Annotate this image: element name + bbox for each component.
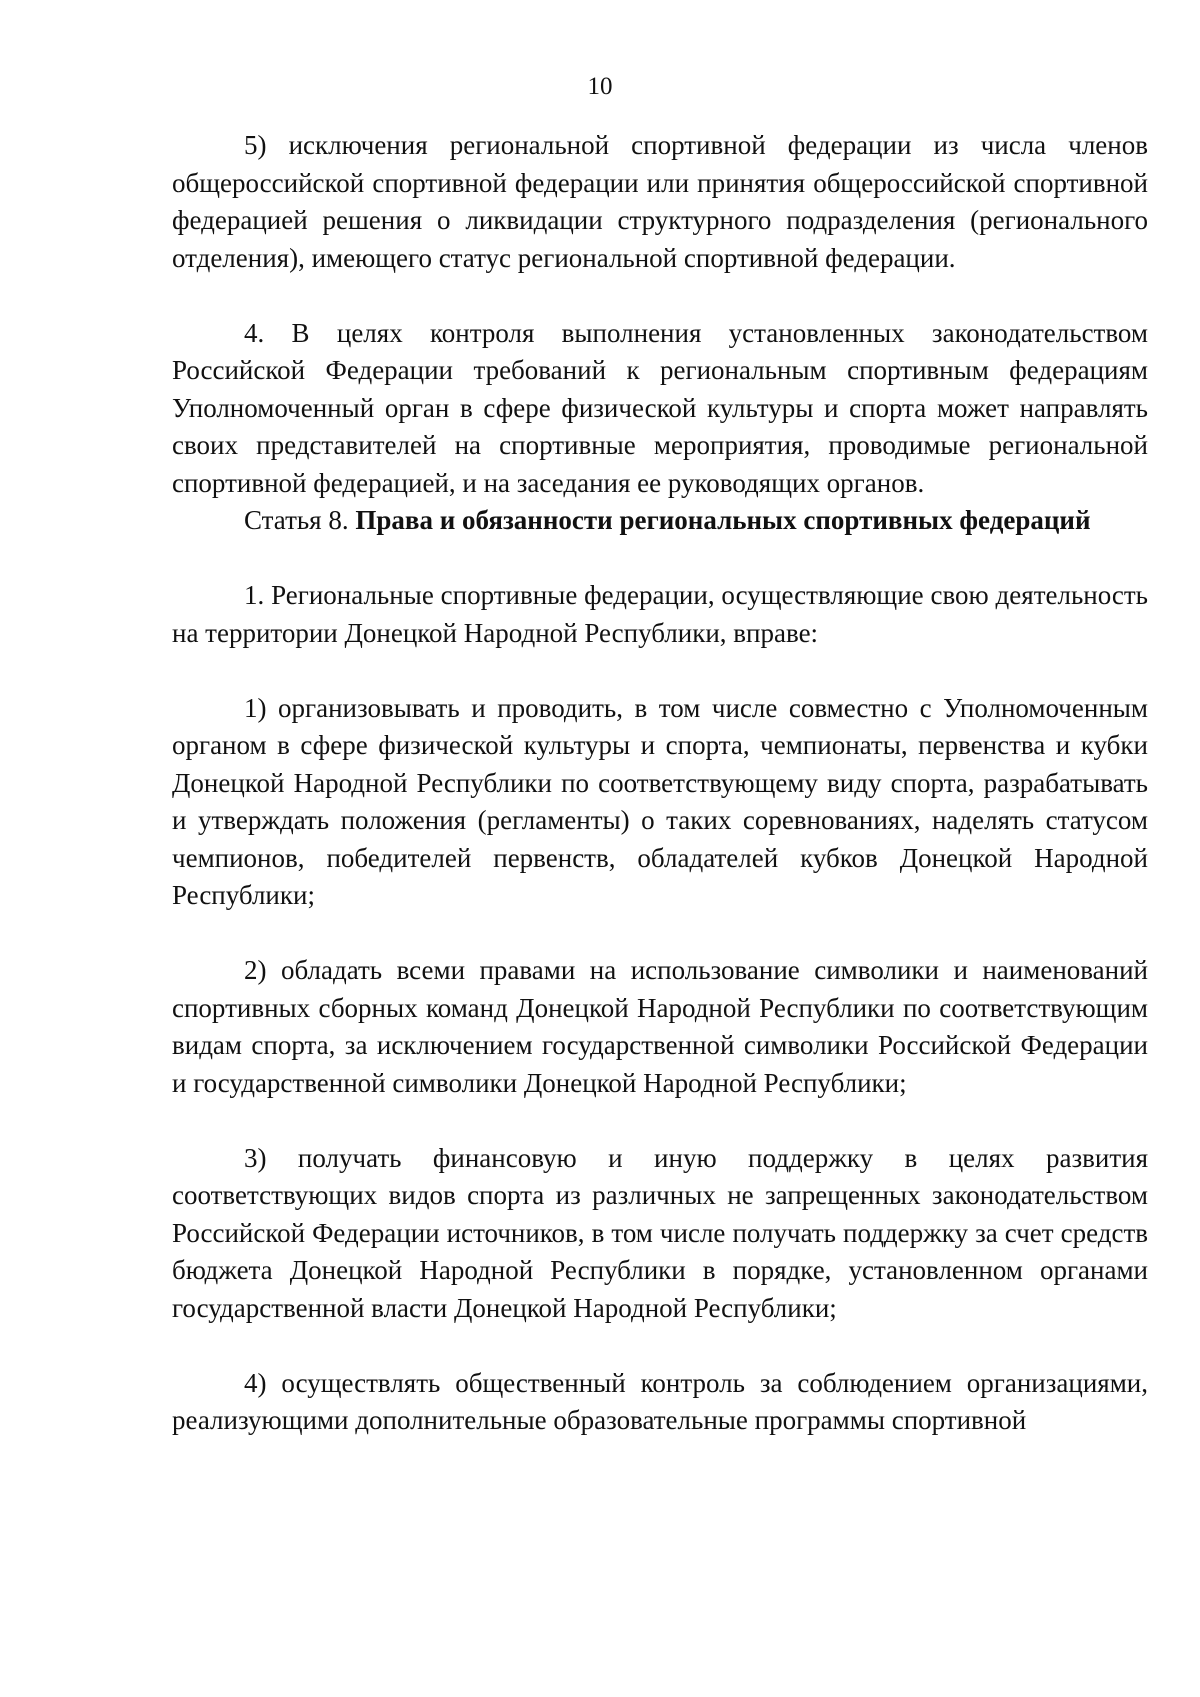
document-body	[172, 127, 1148, 1440]
list-item-4: 4) осуществлять общественный контроль за соблюдением организациями, реализующими дополнительные образовательные программы спортивной	[172, 1367, 1148, 1435]
list-item-1: 1) организовывать и проводить, в том числе совместно с Уполномоченным органом в сфере физической культуры и спорта, чемпионаты, первенства и кубки Донецкой Народной Республики по соответствующему виду спорта, разрабатывать и утверждать положения (регламенты) о таких соревнованиях, наделять статусом чемпионов, победителей первенств, обладателей кубков Донецкой Народной Республики;	[172, 692, 1148, 910]
list-item-2: 2) обладать всеми правами на использование символики и наименований спортивных сборных команд Донецкой Народной Республики по соответствующим видам спорта, за исключением государственной символики Российской Федерации и государственной символики Донецкой Народной Республики;	[172, 955, 1148, 1098]
list-item-3: 3) получать финансовую и иную поддержку в целях развития соответствующих видов спорта из различных не запрещенных законодательством Российской Федерации источников, в том числе получать поддержку за счет средств бюджета Донецкой Народной Республики в порядке, установленном органами государственной власти Донецкой Народной Республики;	[172, 1142, 1148, 1323]
paragraph-part-4: 4. В целях контроля выполнения установленных законодательством Российской Федерации требований к региональным спортивным федерациям Уполномоченный орган в сфере физической культуры и спорта может направлять своих представителей на спортивные мероприятия, проводимые региональной спортивной федерацией, и на заседания ее руководящих органов.	[172, 317, 1148, 498]
article-number: Статья 8.	[244, 505, 349, 535]
article-heading	[172, 502, 1148, 540]
paragraph-part-1: 1. Региональные спортивные федерации, осуществляющие свою деятельность на территории Донецкой Народной Республики, вправе:	[172, 580, 1148, 648]
article-title: Права и обязанности региональных спортивных федераций	[355, 505, 1091, 535]
page-number: 10	[587, 73, 613, 100]
paragraph-item-5: 5) исключения региональной спортивной федерации из числа членов общероссийской спортивной федерации или принятия общероссийской спортивной федерацией решения о ликвидации структурного подразделения (регионального отделения), имеющего статус региональной спортивной федерации.	[172, 130, 1148, 273]
